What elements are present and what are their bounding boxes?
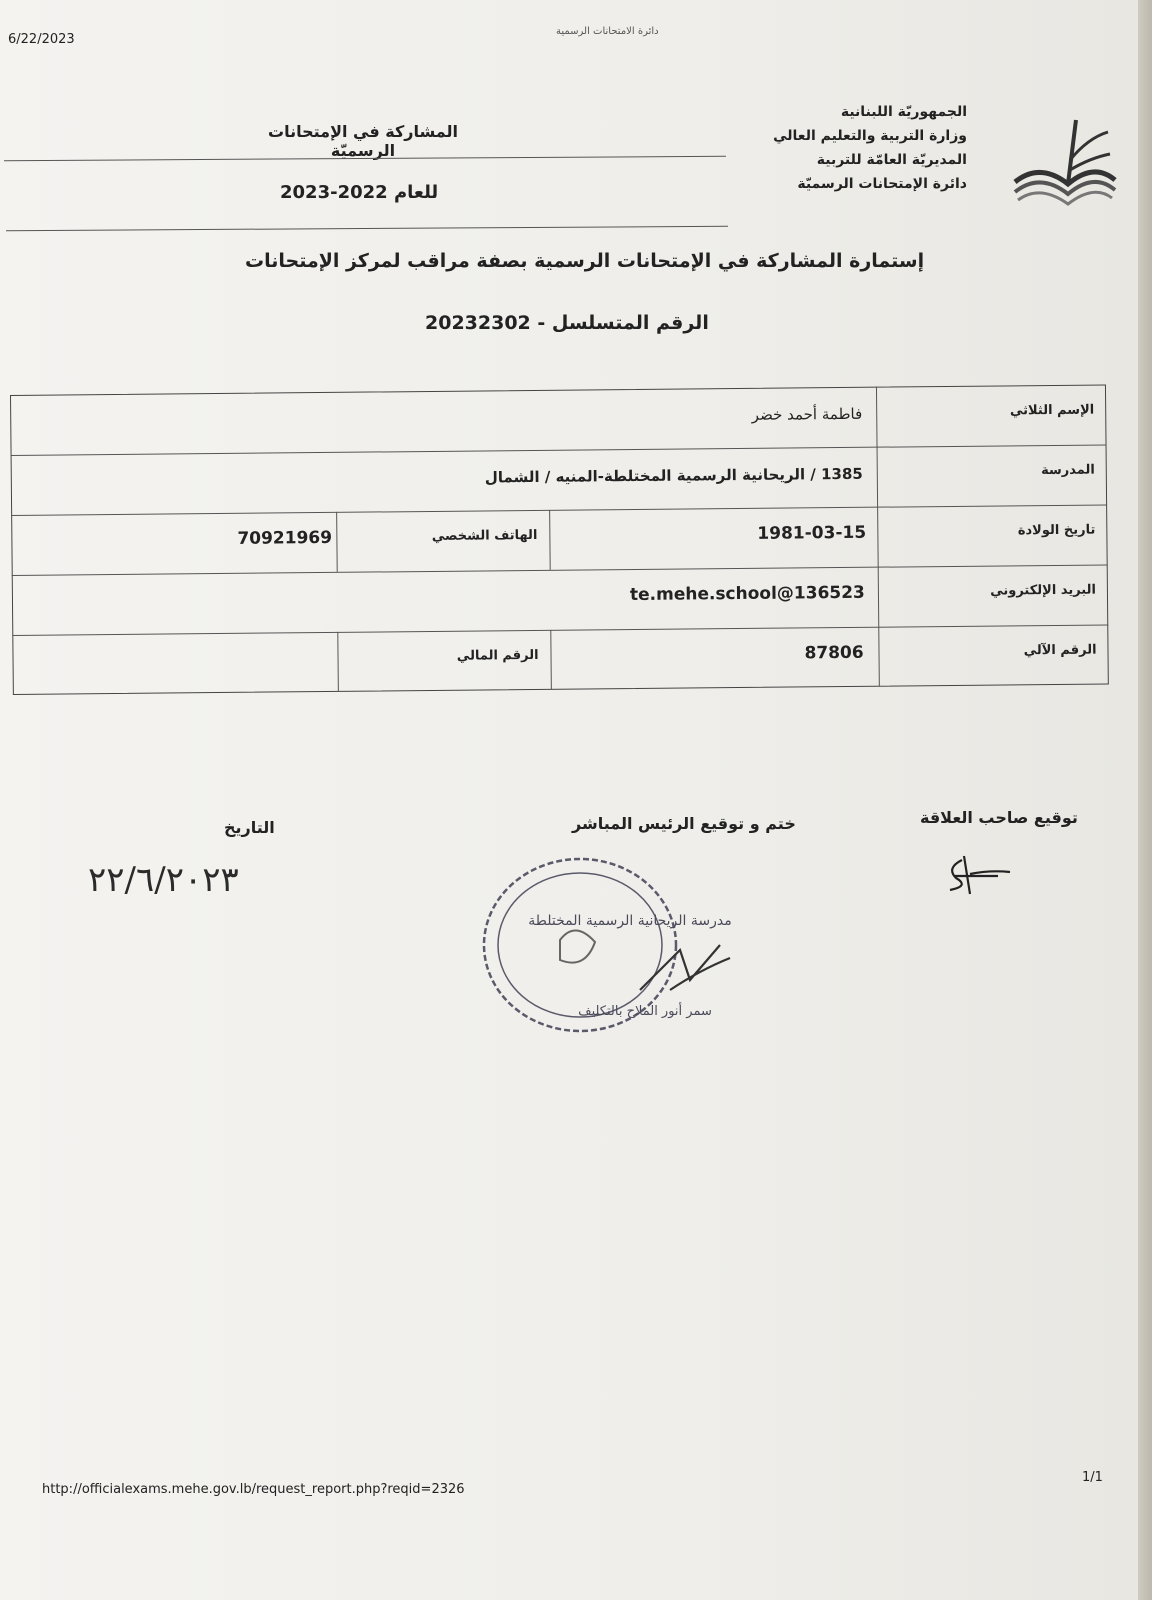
academic-year: للعام 2022-2023 bbox=[280, 182, 439, 203]
school-stamp-icon bbox=[480, 850, 780, 1050]
personal-phone-value: 70921969 bbox=[237, 527, 333, 549]
ministry-line-4: دائرة الإمتحانات الرسميّة bbox=[797, 176, 967, 192]
birth-date-value: 1981-03-15 bbox=[757, 522, 867, 544]
school-label: المدرسة bbox=[1040, 462, 1095, 479]
ministry-heading bbox=[773, 100, 967, 196]
auto-number-label: الرقم الآلي bbox=[1023, 642, 1097, 659]
print-date: 6/22/2023 bbox=[8, 32, 75, 47]
handwritten-date: ٢٢/٦/٢٠٢٣ bbox=[88, 860, 239, 900]
table-frame bbox=[10, 384, 1109, 695]
school-value: 1385 / الريحانية الرسمية المختلطة-المنيه / الشمال bbox=[484, 464, 863, 487]
financial-number-label: الرقم المالي bbox=[456, 647, 539, 664]
supervisor-signature-label: ختم و توقيع الرئيس المباشر bbox=[572, 814, 796, 833]
form-title: إستمارة المشاركة في الإمتحانات الرسمية بصفة مراقب لمركز الإمتحانات bbox=[245, 250, 925, 272]
ministry-line-2: وزارة التربية والتعليم العالي bbox=[773, 128, 967, 144]
owner-signature-icon bbox=[940, 850, 1040, 900]
stamp-principal-text: سمر أنور الملاح بالتكليف bbox=[578, 1004, 712, 1019]
full-name-label: الإسم الثلاثي bbox=[1009, 402, 1095, 419]
serial-number: الرقم المتسلسل - 20232302 bbox=[425, 312, 709, 334]
ministry-line-1: الجمهوريّة اللبنانية bbox=[840, 104, 967, 120]
full-name-value: فاطمة أحمد خضر bbox=[751, 404, 863, 424]
date-label: التاريخ bbox=[224, 818, 275, 837]
paper-edge-shadow bbox=[1138, 0, 1152, 1600]
owner-signature-label: توقيع صاحب العلاقة bbox=[920, 808, 1078, 827]
birth-date-label: تاريخ الولادة bbox=[1017, 522, 1096, 539]
email-label: البريد الإلكتروني bbox=[990, 582, 1096, 599]
participation-heading: المشاركة في الإمتحانات الرسميّة bbox=[268, 122, 458, 160]
stamp-school-text: مدرسة الريحانية الرسمية المختلطة bbox=[528, 913, 732, 929]
page-number: 1/1 bbox=[1082, 1470, 1103, 1485]
participant-info-table bbox=[10, 384, 1109, 695]
ministry-line-3: المديريّة العامّة للتربية bbox=[816, 152, 967, 168]
print-header: دائرة الامتحانات الرسمية bbox=[556, 26, 659, 37]
auto-number-value: 87806 bbox=[804, 642, 864, 664]
email-value: te.mehe.school@136523 bbox=[629, 582, 865, 606]
exams-book-logo-icon bbox=[1010, 110, 1120, 220]
personal-phone-label: الهاتف الشخصي bbox=[431, 527, 538, 544]
print-footer-url: http://officialexams.mehe.gov.lb/request_report.php?reqid=2326 bbox=[42, 1482, 465, 1497]
